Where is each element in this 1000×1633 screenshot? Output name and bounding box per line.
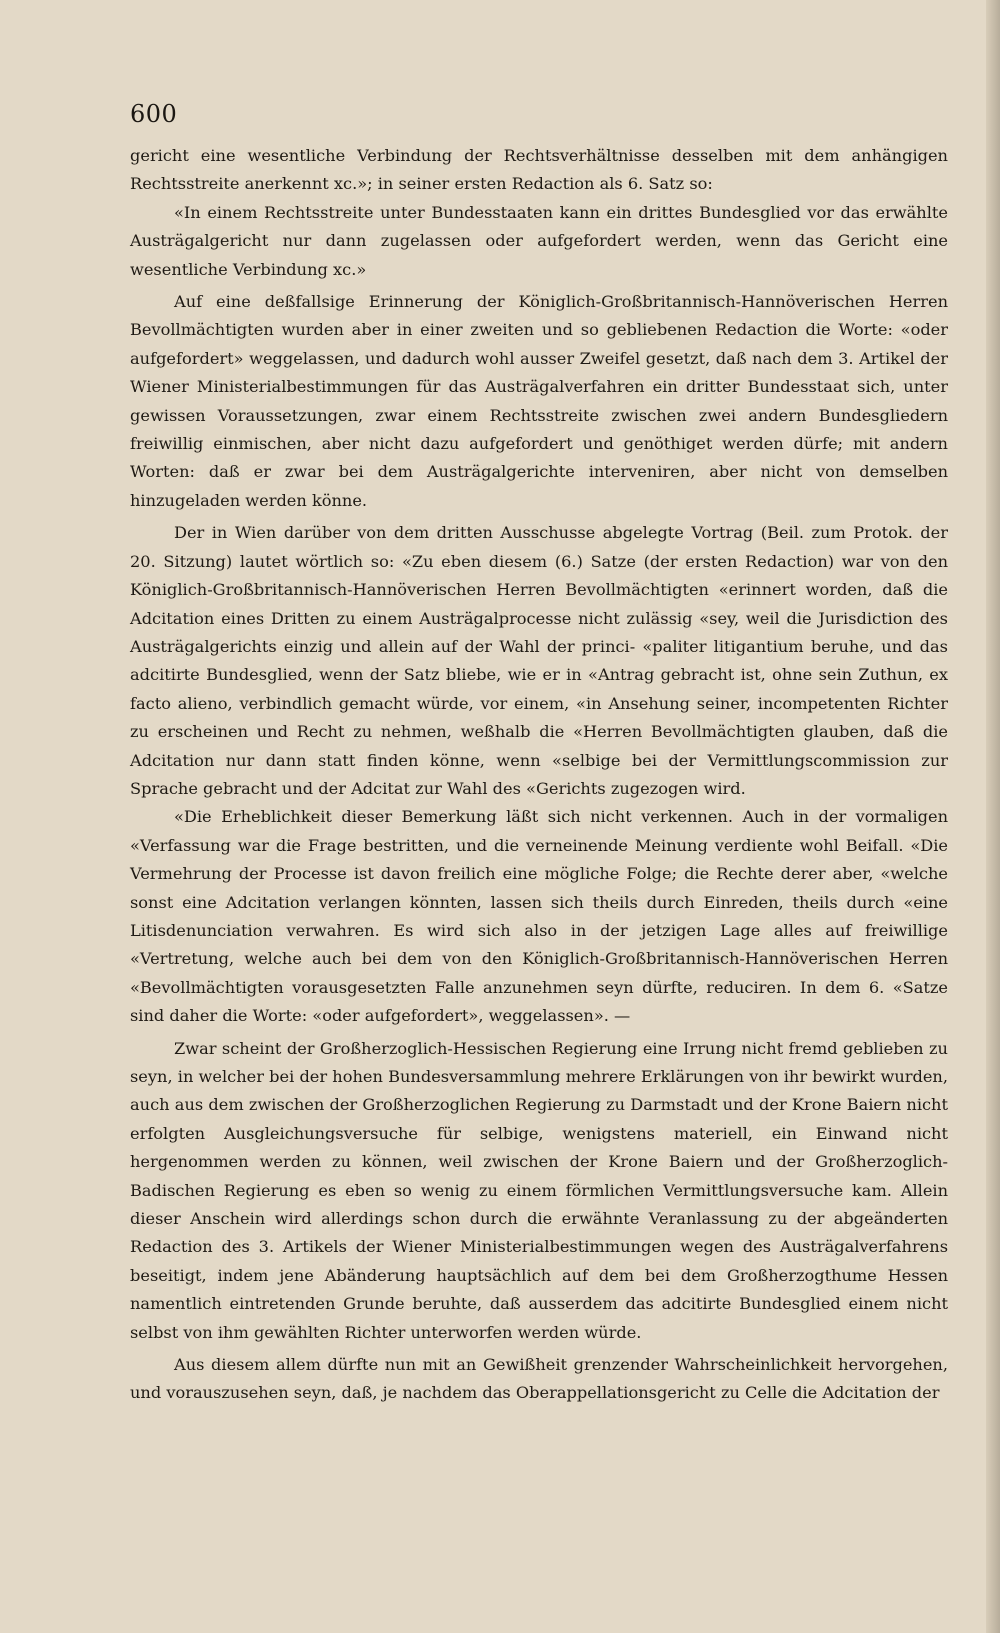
paragraph-1: gericht eine wesentliche Verbindung der Rechtsverhältnisse desselben mit dem anhängigen Rechtsstreite anerkennt xc.»; in seiner ersten Redaction als 6. Satz so: xyxy=(130,146,948,194)
paragraph-4: Der in Wien darüber von dem dritten Ausschusse abgelegte Vortrag (Beil. zum Protok. der 20. Sitzung) lautet wörtlich so: «Zu eben diesem (6.) Satze (der ersten Redaction) war von den Königlich-Großbritannisch-Hannöverischen Herren Bevollmächtigten «erinnert worden, daß die Adcitation eines Dritten zu einem Austrägalprocesse nicht zulässig «sey, weil die Jurisdiction des Austrägalgerichts einzig und allein auf der Wahl der princi- «paliter litigantium beruhe, und das adcitirte Bundesglied, wenn der Satz bliebe, wie er in «Antrag gebracht ist, ohne sein Zuthun, ex facto alieno, verbindlich gemacht würde, vor einem, «in Ansehung seiner, incompetenten Richter zu erscheinen und Recht zu nehmen, weßhalb die «Herren Bevollmächtigten glauben, daß die Adcitation nur dann statt finden könne, wenn «selbige bei der Vermittlungscommission zur Sprache gebracht und der Adcitat zur Wahl des «Gerichts zugezogen wird. xyxy=(130,523,948,798)
page-binding-edge xyxy=(986,0,1000,1633)
paragraph-3: Auf eine deßfallsige Erinnerung der Königlich-Großbritannisch-Hannöverischen Herren Bevollmächtigten wurden aber in einer zweiten und so gebliebenen Redaction die Worte: «oder aufgefordert» weggelassen, und dadurch wohl ausser Zweifel gesetzt, daß nach dem 3. Artikel der Wiener Ministerialbestimmungen für das Austrägalverfahren ein dritter Bundesstaat sich, unter gewissen Voraussetzungen, zwar einem Rechtsstreite zwischen zwei andern Bundesgliedern freiwillig einmischen, aber nicht dazu aufgefordert und genöthiget werden dürfe; mit andern Worten: daß er zwar bei dem Austrägalgerichte interveniren, aber nicht von demselben hinzugeladen werden könne. xyxy=(130,292,948,510)
paragraph-6: Zwar scheint der Großherzoglich-Hessischen Regierung eine Irrung nicht fremd geblieben zu seyn, in welcher bei der hohen Bundesversammlung mehrere Erklärungen von ihr bewirkt wurden, auch aus dem zwischen der Großherzoglichen Regierung zu Darmstadt und der Krone Baiern nicht erfolgten Ausgleichungsversuche für selbige, wenigstens materiell, ein Einwand nicht hergenommen werden zu können, weil zwischen der Krone Baiern und der Großherzoglich-Badischen Regierung es eben so wenig zu einem förmlichen Vermittlungsversuche kam. Allein dieser Anschein wird allerdings schon durch die erwähnte Veranlassung zu der abgeänderten Redaction des 3. Artikels der Wiener Ministerialbestimmungen wegen des Austrägalverfahrens beseitigt, indem jene Abänderung hauptsächlich auf dem bei dem Großherzogthume Hessen namentlich eintretenden Grunde beruhte, daß ausserdem das adcitirte Bundesglied einem nicht selbst von ihm gewählten Richter unterworfen werden würde. xyxy=(130,1038,948,1342)
paragraph-7: Aus diesem allem dürfte nun mit an Gewißheit grenzender Wahrscheinlichkeit hervorgehen, und vorauszusehen seyn, daß, je nachdem das Oberappellationsgericht zu Celle die Adcitation der xyxy=(130,1355,948,1403)
paragraph-5: «Die Erheblichkeit dieser Bemerkung läßt sich nicht verkennen. Auch in der vormaligen «Verfassung war die Frage bestritten, und die verneinende Meinung verdiente wohl Beifall. «Die Vermehrung der Processe ist davon freilich eine mögliche Folge; die Rechte derer aber, «welche sonst eine Adcitation verlangen könnten, lassen sich theils durch Einreden, theils durch «eine Litisdenunciation verwahren. Es wird sich also in der jetzigen Lage alles auf freiwillige «Vertretung, welche auch bei dem von den Königlich-Großbritannisch-Hannöverischen Herren «Bevollmächtigten vorausgesetzten Falle anzunehmen seyn dürfte, reduciren. In dem 6. «Satze sind daher die Worte: «oder aufgefordert», weggelassen». — xyxy=(130,807,948,1026)
page-number: 600 xyxy=(130,100,178,128)
paragraph-2-quote: «In einem Rechtsstreite unter Bundesstaaten kann ein drittes Bundesglied vor das erwählte Austrägalgericht nur dann zugelassen oder aufgefordert werden, wenn das Gericht eine wesentliche Verbindung xc.» xyxy=(130,202,948,279)
page-body-text xyxy=(130,142,948,1408)
